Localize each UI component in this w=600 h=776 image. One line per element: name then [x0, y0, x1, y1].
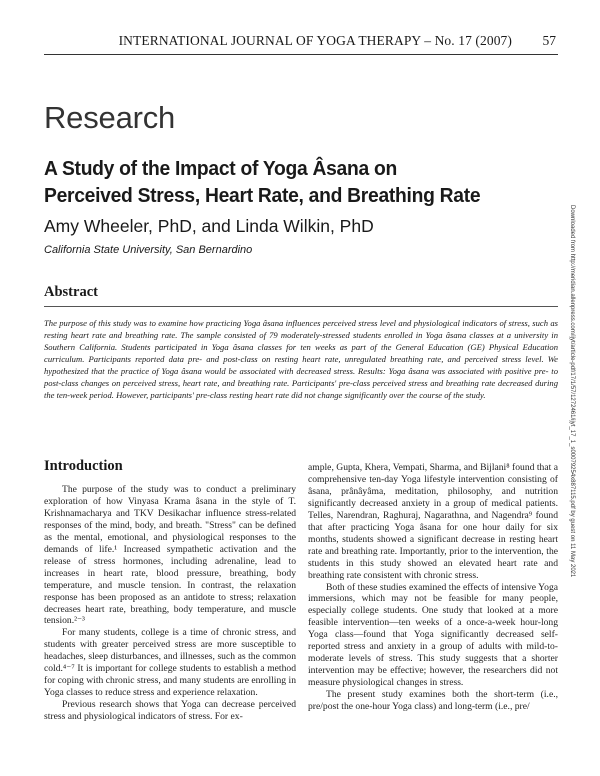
- download-notice: Downloaded from http://meridian.allenpress.com/ijyt/article-pdf/17/1/57/1272461/ijyt_17_1_s00079254x887115.pdf by guest on 11 May 2021: [569, 205, 575, 578]
- abstract-heading: Abstract: [44, 284, 98, 300]
- paragraph: For many students, college is a time of chronic stress, and students with greater perceived stress are more susceptible to headaches, sleep disturbances, and illnesses, such as the common cold.⁴⁻⁷ It is important for college students to establish a method for coping with chronic stress, and many students are enrolling in Yoga classes to reduce stress and experience relaxation.: [44, 627, 296, 699]
- running-header: [0, 33, 600, 53]
- authors: Amy Wheeler, PhD, and Linda Wilkin, PhD: [44, 216, 374, 236]
- abstract-rule: [44, 306, 558, 307]
- header-rule: [44, 54, 558, 55]
- title-line-2: Perceived Stress, Heart Rate, and Breathing Rate: [44, 184, 481, 207]
- title-line-1: A Study of the Impact of Yoga Âsana on: [44, 157, 397, 180]
- right-column: [308, 462, 558, 713]
- left-column: [44, 484, 296, 723]
- paragraph: ample, Gupta, Khera, Vempati, Sharma, and Bijlani⁸ found that a comprehensive ten-day Yoga lifestyle intervention consisting of âsana, prânâyâma, meditation, philosophy, and nutrition significantly decreased anxiety in a group of medical patients. Telles, Narendran, Raghuraj, Nagarathna, and Nagendra⁹ found that after practicing Yoga âsana for one hour daily for six months, students showed a significant decrease in resting heart rate and breathing rate. Importantly, prior to the intervention, the students in this study showed an elevated heart rate and breathing rate consistent with chronic stress.: [308, 462, 558, 581]
- section-label: Research: [44, 100, 176, 135]
- journal-title: INTERNATIONAL JOURNAL OF YOGA THERAPY – No. 17 (2007): [118, 33, 512, 48]
- paragraph: Both of these studies examined the effects of intensive Yoga immersions, which may not be feasible for many people, especially college students. One study that looked at a more feasible intervention—ten weeks of a once-a-week hour-long Yoga class—found that Yoga significantly decreased self-reported stress and anxiety in a group of adults with mild-to-moderate levels of stress. This study suggests that a shorter intervention may be effective; however, the researchers did not measure physiological changes in stress.: [308, 581, 558, 689]
- article-title: [44, 155, 564, 209]
- paragraph: The purpose of the study was to conduct a preliminary exploration of how Vinyasa Krama âsana in the style of T. Krishnamacharya and TKV Desikachar influence stress-related responses of the mind, body, and breath. "Stress" can be defined as the mental, emotional, and physiological responses to the demands of life.¹ Increased sympathetic activation and the release of stress hormones, including adrenaline, lead to increases in heart rate, blood pressure, breathing, body temperature, and muscle tension. In contrast, the relaxation response has been proposed as an antidote to stress; relaxation decreases heart rate, breathing, body temperature, and muscle tension.²⁻³: [44, 484, 296, 627]
- affiliation: California State University, San Bernardino: [44, 244, 253, 256]
- abstract-text: The purpose of this study was to examine how practicing Yoga âsana influences perceived stress level and physiological indicators of stress, such as resting heart rate and breathing rate. The sample consisted of 79 moderately-stressed students enrolled in Yoga âsana classes at a university in Southern California. Students participated in Yoga âsana classes for ten weeks as part of the General Education (GE) Physical Education curriculum. Participants reported data pre- and post-class on resting heart rate, unregulated breathing rate, and perceived stress level. We hypothesized that the practice of Yoga âsana would be associated with decreased stress. Results: Yoga âsana was associated with positive pre- to post-class changes on perceived stress, heart rate, and breathing rate. Participants' pre-class perceived stress and breathing rate decreased during the ten-week period. However, participants' pre-class resting heart rate did not change significantly over the course of the study.: [44, 318, 558, 400]
- page-number: 57: [542, 33, 556, 48]
- paragraph: The present study examines both the short-term (i.e., pre/post the one-hour Yoga class) and long-term (i.e., pre/: [308, 689, 558, 713]
- paragraph: Previous research shows that Yoga can decrease perceived stress and physiological indicators of stress. For ex-: [44, 699, 296, 723]
- introduction-heading: Introduction: [44, 458, 123, 474]
